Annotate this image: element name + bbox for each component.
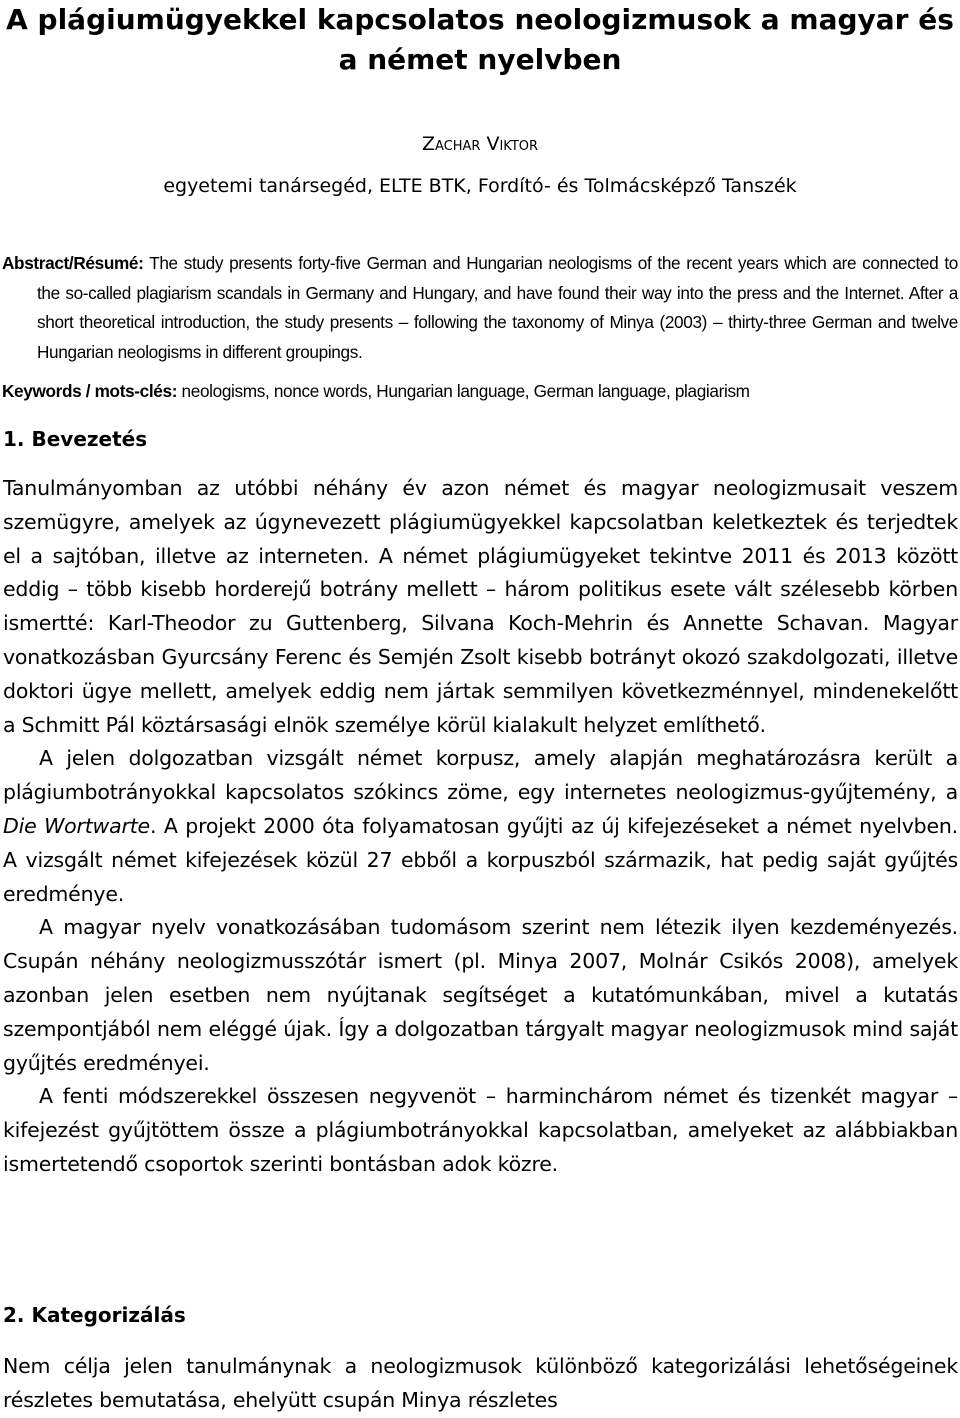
paragraph-text: A jelen dolgozatban vizsgált német korpusz, amely alapján meghatározásra került a plágiumbotrányokkal kapcsolatos szókincs zöme, egy internetes neologizmus-gyűjtemény, a	[3, 746, 958, 805]
author-affiliation: egyetemi tanársegéd, ELTE BTK, Fordító- és Tolmácsképző Tanszék	[163, 175, 797, 197]
paragraph: A magyar nyelv vonatkozásában tudomásom szerint nem létezik ilyen kezdeményezés. Csupán néhány neologizmusszótár ismert (pl. Minya 2007, Molnár Csikós 2008), amelyek azonban jelen esetben nem nyújtanak segítséget a kutatómunkában, mivel a kutatás szempontjából nem eléggé újak. Így a dolgozatban tárgyalt magyar neologizmusok mind saját gyűjtés eredményei.	[3, 915, 958, 1075]
section-2-body	[3, 1350, 958, 1418]
keywords-text: neologisms, nonce words, Hungarian language, German language, plagiarism	[181, 381, 750, 401]
keywords-label: Keywords / mots-clés:	[2, 381, 178, 401]
abstract-paragraph	[2, 249, 958, 367]
paper-title: A plágiumügyekkel kapcsolatos neologizmusok a magyar és a német nyelvben	[6, 3, 954, 76]
author-name: Zachar Viktor	[421, 133, 539, 155]
abstract	[2, 249, 958, 367]
paragraph: Tanulmányomban az utóbbi néhány év azon német és magyar neologizmusait veszem szemügyre, amelyek az úgynevezett plágiumügyekkel kapcsolatban keletkeztek és terjedtek el a sajtóban, illetve az interneten. A német plágiumügyeket tekintve 2011 és 2013 között eddig – több kisebb horderejű botrány mellett – három politikus esete vált szélesebb körben ismertté: Karl-Theodor zu Guttenberg, Silvana Koch-Mehrin és Annette Schavan. Magyar vonatkozásban Gyurcsány Ferenc és Semjén Zsolt kisebb botrányt okozó szakdolgozati, illetve doktori ügye mellett, amelyek eddig nem jártak semmilyen következménnyel, mindenekelőtt a Schmitt Pál köztársasági elnök személye körül kialakult helyzet említhető.	[3, 476, 958, 737]
section-1-heading: 1. Bevezetés	[3, 427, 148, 451]
paragraph: A fenti módszerekkel összesen negyvenöt – harminchárom német és tizenkét magyar – kifejezést gyűjtöttem össze a plágiumbotrányokkal kapcsolatban, amelyeket az alábbiakban ismertetendő csoportok szerinti bontásban adok közre.	[3, 1084, 958, 1176]
paragraph	[3, 742, 958, 911]
abstract-text: The study presents forty-five German and Hungarian neologisms of the recent years which are connected to the so-called plagiarism scandals in Germany and Hungary, and have found their way into the press and the Internet. After a short theoretical introduction, the study presents – following the taxonomy of Minya (2003) – thirty-three German and twelve Hungarian neologisms in different groupings.	[37, 253, 958, 362]
abstract-label: Abstract/Résumé:	[2, 253, 144, 273]
keywords	[2, 377, 958, 406]
section-1-body	[3, 472, 958, 1182]
corpus-name: Die Wortwarte	[3, 813, 150, 838]
paragraph-text: . A projekt 2000 óta folyamatosan gyűjti az új kifejezéseket a német nyelvben. A vizsgált német kifejezések közül 27 ebből a korpuszból származik, hat pedig saját gyűjtés eredménye.	[3, 813, 959, 906]
paragraph: Nem célja jelen tanulmánynak a neologizmusok különböző kategorizálási lehetőségeinek részletes bemutatása, ehelyütt csupán Minya részletes	[3, 1354, 958, 1412]
section-2-heading: 2. Kategorizálás	[3, 1303, 186, 1327]
